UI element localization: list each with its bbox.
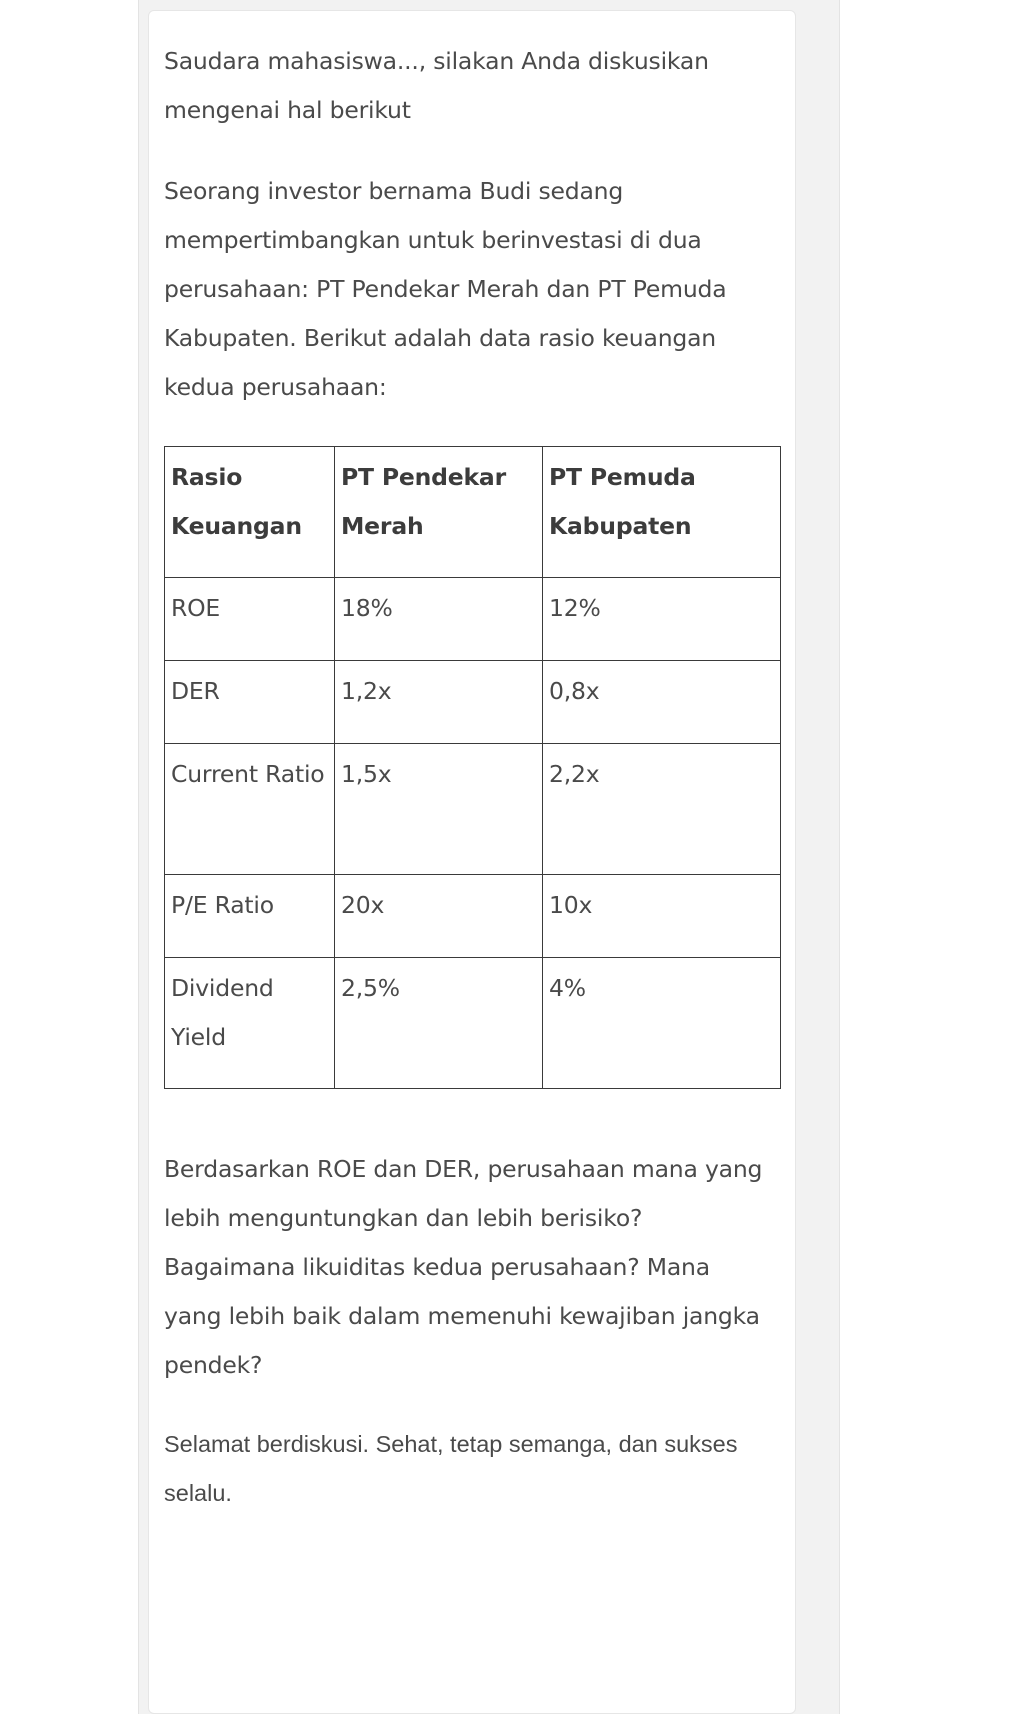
cell-pendekar-merah: 1,5x xyxy=(335,744,543,875)
table-header-ratio: Rasio Keuangan xyxy=(165,447,335,578)
cell-ratio-name: Dividend Yield xyxy=(165,958,335,1089)
financial-ratio-table xyxy=(164,446,781,1089)
cell-ratio-name: P/E Ratio xyxy=(165,875,335,958)
intro-paragraph: Saudara mahasiswa..., silakan Anda diskusikan mengenai hal berikut xyxy=(164,47,709,124)
cell-pendekar-merah: 20x xyxy=(335,875,543,958)
table-header-row xyxy=(165,447,781,578)
table-row xyxy=(165,875,781,958)
cell-pendekar-merah: 2,5% xyxy=(335,958,543,1089)
table-row xyxy=(165,661,781,744)
context-paragraph: Seorang investor bernama Budi sedang mempertimbangkan untuk berinvestasi di dua perusahaan: PT Pendekar Merah dan PT Pemuda Kabupaten. Berikut adalah data rasio keuangan kedua perusahaan: xyxy=(164,177,727,401)
question-paragraph: Berdasarkan ROE dan DER, perusahaan mana yang lebih menguntungkan dan lebih berisiko? Bagaimana likuiditas kedua perusahaan? Mana yang lebih baik dalam memenuhi kewajiban jangka pendek? xyxy=(164,1155,763,1379)
cell-ratio-name: DER xyxy=(165,661,335,744)
cell-pendekar-merah: 1,2x xyxy=(335,661,543,744)
content-card xyxy=(148,10,796,1714)
table-row xyxy=(165,958,781,1089)
table-header-pemuda-kabupaten: PT Pemuda Kabupaten xyxy=(543,447,781,578)
table-header-pendekar-merah: PT Pendekar Merah xyxy=(335,447,543,578)
cell-pemuda-kabupaten: 10x xyxy=(543,875,781,958)
cell-pemuda-kabupaten: 2,2x xyxy=(543,744,781,875)
table-row xyxy=(165,578,781,661)
cell-pendekar-merah: 18% xyxy=(335,578,543,661)
closing-paragraph: Selamat berdiskusi. Sehat, tetap semanga, dan sukses selalu. xyxy=(164,1431,738,1506)
table-row xyxy=(165,744,781,875)
cell-pemuda-kabupaten: 0,8x xyxy=(543,661,781,744)
cell-ratio-name: ROE xyxy=(165,578,335,661)
cell-pemuda-kabupaten: 12% xyxy=(543,578,781,661)
cell-ratio-name: Current Ratio xyxy=(165,744,335,875)
table-bottom-spacer xyxy=(164,1089,773,1145)
cell-pemuda-kabupaten: 4% xyxy=(543,958,781,1089)
